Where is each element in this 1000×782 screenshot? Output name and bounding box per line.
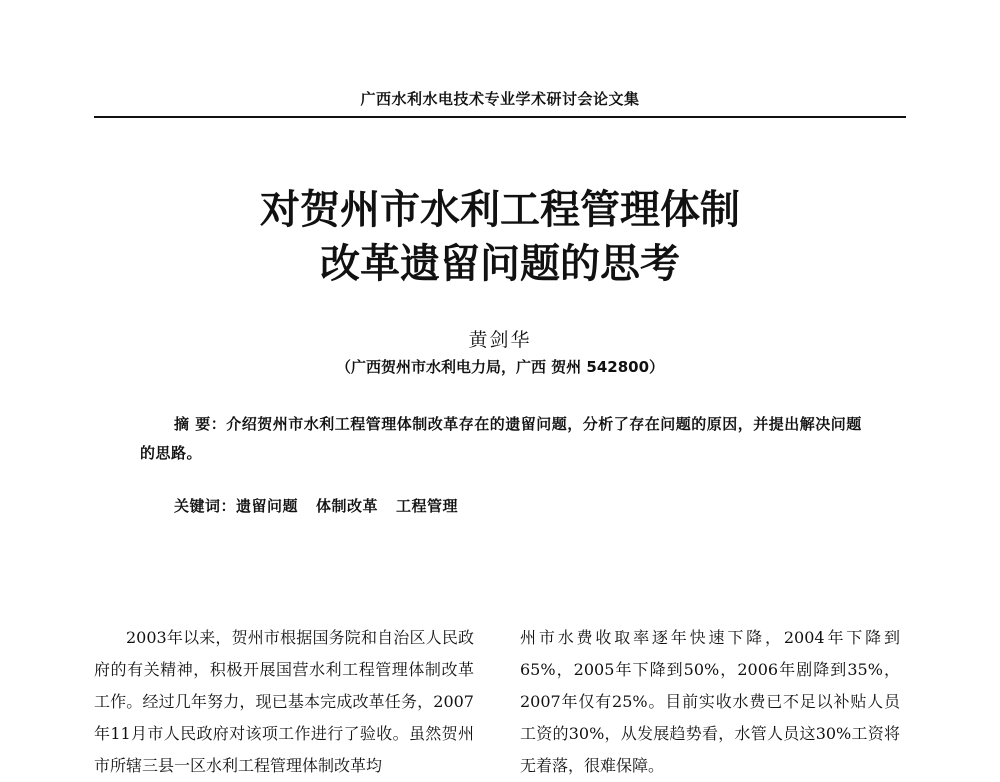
author-affiliation: （广西贺州市水利电力局，广西 贺州 542800） bbox=[335, 358, 665, 376]
keyword-item: 体制改革 bbox=[316, 497, 379, 515]
abstract-text: 介绍贺州市水利工程管理体制改革存在的遗留问题，分析了存在问题的原因，并提出解决问题的思路。 bbox=[140, 415, 862, 462]
header-rule bbox=[94, 116, 906, 118]
body-left-column: 2003年以来，贺州市根据国务院和自治区人民政府的有关精神，积极开展国营水利工程管理体制改革工作。经过几年努力，现已基本完成改革任务，2007年11月市人民政府对该项工作进行了验收。虽然贺州市所辖三县一区水利工程管理体制改革均 bbox=[94, 628, 474, 775]
paper-title-line2: 改革遗留问题的思考 bbox=[320, 240, 680, 287]
abstract-label: 摘 要： bbox=[174, 415, 227, 433]
abstract bbox=[140, 410, 865, 468]
keyword-item: 遗留问题 bbox=[236, 497, 299, 515]
keyword-item: 工程管理 bbox=[396, 497, 459, 515]
keywords-label: 关键词： bbox=[174, 497, 237, 515]
body-right-column: 州市水费收取率逐年快速下降，2004年下降到65%，2005年下降到50%，2006年剧降到35%，2007年仅有25%。目前实收水费已不足以补贴人员工资的30%，从发展趋势看，水管人员这30%工资将无着落，很难保障。 bbox=[520, 628, 900, 775]
author-name: 黄剑华 bbox=[468, 329, 532, 351]
paper-title-line1: 对贺州市水利工程管理体制 bbox=[260, 186, 740, 233]
keywords bbox=[174, 495, 476, 516]
running-header: 广西水利水电技术专业学术研讨会论文集 bbox=[360, 90, 640, 108]
